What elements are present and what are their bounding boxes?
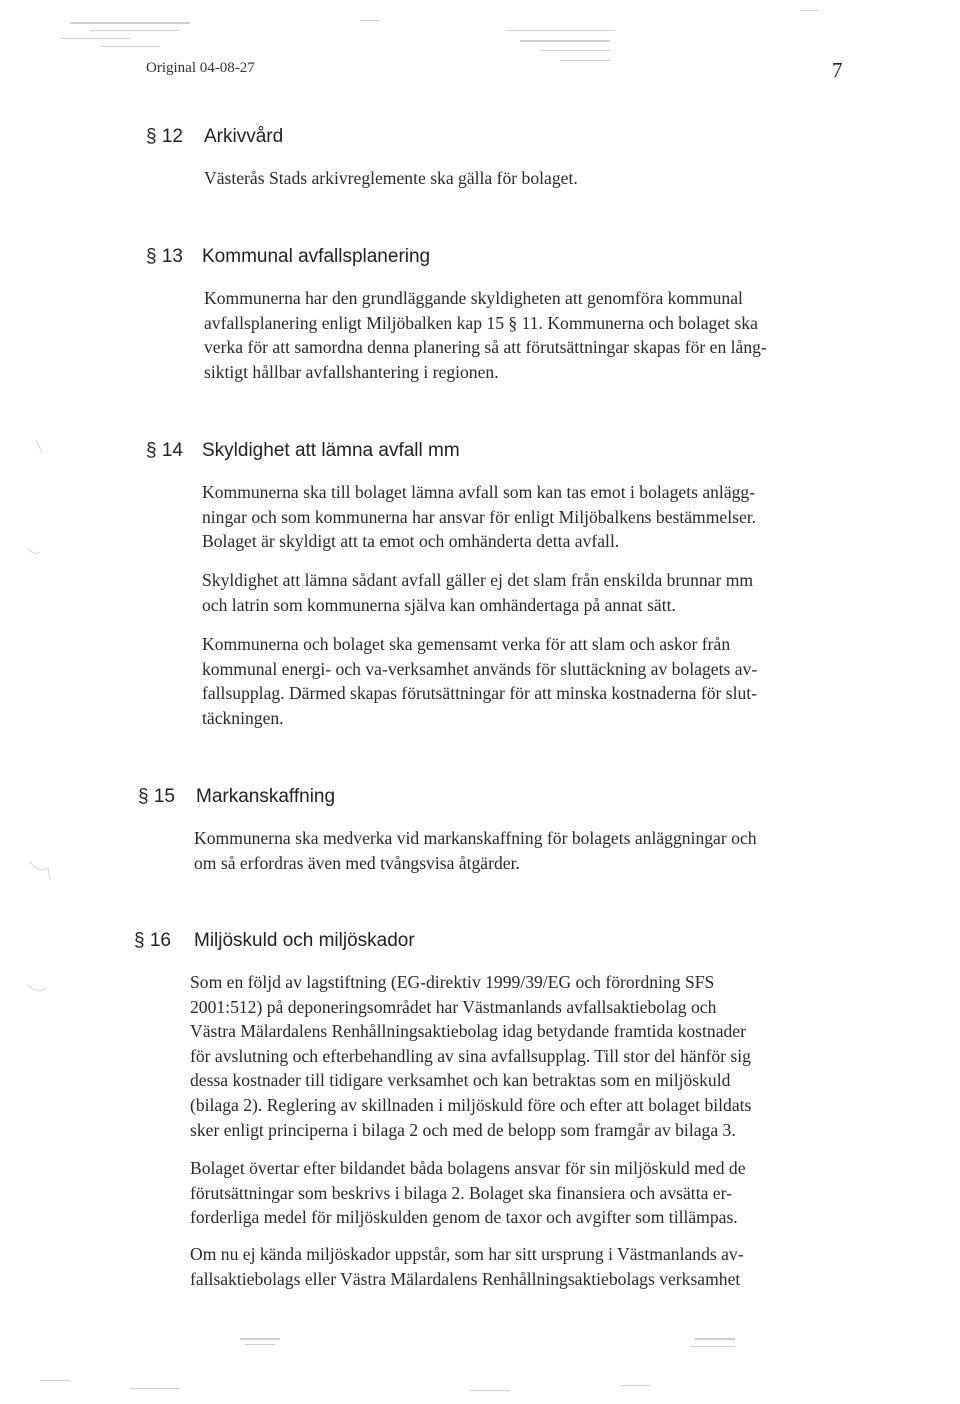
section-16-paragraph-1 [190, 970, 751, 1142]
text-line: Kommunerna har den grundläggande skyldigheten att genomföra kommunal [204, 288, 743, 308]
section-number: § 15 [138, 786, 175, 807]
text-line: fallsupplag. Därmed skapas förutsättningar för att minska kostnaderna för slut- [202, 683, 758, 704]
document-stamp: Original 04-08-27 [146, 60, 255, 76]
section-16-paragraph-3 [190, 1242, 744, 1291]
text-line: täckningen. [202, 707, 284, 728]
section-15-paragraph-1 [194, 826, 757, 875]
section-heading-15 [138, 786, 335, 808]
text-line: forderliga medel för miljöskulden genom de taxor och avgifter som tillämpas. [190, 1207, 738, 1228]
page-number: 7 [832, 58, 843, 82]
text-line: 2001:512) på deponeringsområdet har Västmanlands avfallsaktiebolag och [190, 996, 717, 1017]
text-line: verka för att samordna denna planering så att förutsättningar skapas för en lång- [204, 337, 767, 358]
section-number: § 13 [146, 246, 183, 267]
text-line: avfallsplanering enligt Miljöbalken kap 15 § 11. Kommunerna och bolaget ska [204, 312, 758, 333]
text-line: Bolaget övertar efter bildandet båda bolagens ansvar för sin miljöskuld med de [190, 1158, 746, 1178]
section-heading-14 [146, 440, 460, 462]
section-number: § 16 [134, 930, 171, 951]
section-number: § 12 [146, 126, 183, 147]
text-line: Som en följd av lagstiftning (EG-direktiv 1999/39/EG och förordning SFS [190, 972, 715, 992]
text-line: sker enligt principerna i bilaga 2 och med de belopp som framgår av bilaga 3. [190, 1119, 736, 1140]
section-16-paragraph-2 [190, 1156, 746, 1230]
text-line: och latrin som kommunerna själva kan omhändertaga på annat sätt. [202, 594, 676, 615]
text-line: Skyldighet att lämna sådant avfall gäller ej det slam från enskilda brunnar mm [202, 570, 754, 590]
text-line: kommunal energi- och va-verksamhet används för sluttäckning av bolagets av- [202, 658, 758, 679]
text-line: dessa kostnader till tidigare verksamhet och kan betraktas som en miljöskuld [190, 1070, 731, 1091]
text-line: Kommunerna ska medverka vid markanskaffning för bolagets anläggningar och [194, 828, 757, 848]
text-line: Bolaget är skyldigt att ta emot och omhänderta detta avfall. [202, 531, 620, 552]
section-title: Kommunal avfallsplanering [202, 246, 431, 267]
text-line: för avslutning och efterbehandling av sina avfallsupplag. Till stor del hänför sig [190, 1045, 751, 1066]
text-line: Om nu ej kända miljöskador uppstår, som har sitt ursprung i Västmanlands av- [190, 1244, 744, 1264]
text-line: om så erfordras även med tvångsvisa åtgärder. [194, 852, 520, 873]
section-heading-12 [146, 126, 283, 148]
section-title: Skyldighet att lämna avfall mm [202, 440, 460, 461]
text-line: Kommunerna och bolaget ska gemensamt verka för att slam och askor från [202, 634, 731, 654]
text-line: ningar och som kommunerna har ansvar för enligt Miljöbalkens bestämmelser. [202, 506, 757, 527]
section-14-paragraph-2 [202, 568, 753, 617]
section-heading-13 [146, 246, 430, 268]
text-line: Kommunerna ska till bolaget lämna avfall som kan tas emot i bolagets anlägg- [202, 482, 756, 502]
text-line: siktigt hållbar avfallshantering i regionen. [204, 361, 499, 382]
section-heading-16 [134, 930, 415, 952]
section-number: § 14 [146, 440, 183, 461]
text-line: fallsaktiebolags eller Västra Mälardalens Renhållningsaktiebolags verksamhet [190, 1268, 741, 1289]
text-line: Västra Mälardalens Renhållningsaktiebolag idag betydande framtida kostnader [190, 1021, 746, 1042]
text-line: (bilaga 2). Reglering av skillnaden i miljöskuld före och efter att bolaget bildats [190, 1094, 752, 1115]
section-13-paragraph-1 [204, 286, 767, 384]
section-title: Miljöskuld och miljöskador [194, 930, 415, 951]
text-line: Västerås Stads arkivreglemente ska gälla för bolaget. [204, 168, 578, 188]
text-line: förutsättningar som beskrivs i bilaga 2. Bolaget ska finansiera och avsätta er- [190, 1182, 732, 1203]
section-title: Markanskaffning [196, 786, 336, 807]
section-title: Arkivvård [204, 126, 284, 147]
section-12-paragraph-1 [204, 166, 578, 191]
section-14-paragraph-3 [202, 632, 757, 730]
section-14-paragraph-1 [202, 480, 756, 554]
